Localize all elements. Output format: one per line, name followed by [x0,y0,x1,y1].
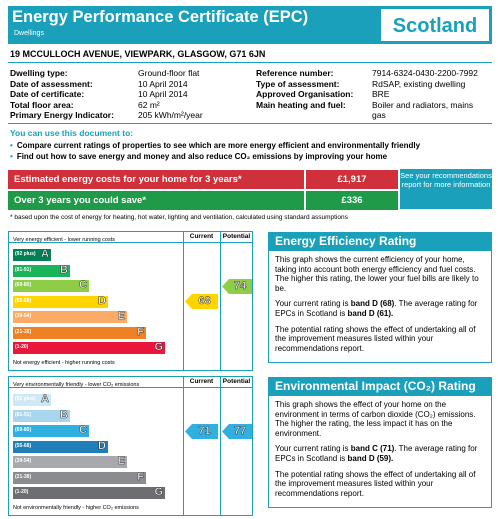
panel-paragraph [275,299,487,318]
band-letter: C [79,424,87,436]
band-range: (81-91) [15,266,32,273]
band-range: (21-38) [15,473,32,480]
detail-label: Dwelling type: [10,68,68,78]
band-range: (39-54) [15,313,32,319]
rating-band-b [13,265,70,277]
panel-body [268,396,492,508]
savings-row [8,191,400,210]
potential-rating-arrow [222,279,252,294]
detail-label: Total floor area: [10,99,74,110]
estimated-cost-row [8,170,400,189]
band-range: (55-68) [15,297,32,304]
text: Your current rating is [275,444,351,454]
detail-value: 205 kWh/m²/year [138,110,203,120]
text: . The average rating for EPCs in Scotland is [275,299,478,318]
savings-value: £336 [306,191,398,210]
panel-paragraph: This graph shows the effect of your home on the environment in terms of carbon dioxide (CO₂) emissions. The higher the rating, the less impact it has on the environment. [275,400,476,438]
region-badge: Scotland [380,8,490,42]
divider [183,232,184,370]
use-heading: You can use this document to: [10,128,134,138]
detail-value: 10 April 2014 [138,78,188,89]
band-letter: A [41,393,49,405]
band-letter: F [137,325,144,338]
panel-paragraph: The potential rating shows the effect of undertaking all of the improvement measures listed within your recommendations report. [275,469,476,498]
rating-band-b [13,410,70,422]
band-range: (81-91) [15,411,32,418]
rating-value: 74 [233,279,247,292]
band-range: (92 plus) [15,396,36,402]
band-letter: B [60,408,68,421]
detail-value: Ground-floor flat [138,68,200,78]
text: band C (71) [350,444,395,454]
estimated-cost-value: £1,917 [306,170,398,189]
band-letter: G [154,341,163,353]
rating-band-g [13,487,165,499]
detail-value: Boiler and radiators, mains [372,99,474,110]
rating-value: 77 [233,424,247,437]
potential-column-header: Potential [222,233,251,240]
energy-efficiency-panel [268,232,492,363]
environmental-impact-panel [268,377,492,508]
panel-paragraph [275,444,487,463]
environmental-impact-chart [8,376,253,516]
text: band D (59). [347,453,394,463]
band-letter: D [98,439,106,452]
band-range: (69-80) [15,282,32,288]
rating-band-c [13,425,89,437]
potential-column-header: Potential [222,378,251,385]
band-letter: E [117,310,125,322]
rating-band-d [13,441,108,453]
band-letter: F [137,470,144,483]
band-range: (1-20) [15,344,29,350]
band-letter: B [60,263,68,276]
band-range: (21-38) [15,328,32,335]
estimated-cost-label: Estimated energy costs for your home for 3 years* [8,170,304,189]
current-rating-arrow [185,424,218,439]
text: band D (61). [347,308,394,318]
detail-label: Reference number: [256,68,334,78]
detail-label: Main heating and fuel: [256,99,346,110]
rating-band-e [13,311,127,323]
band-range: (1-20) [15,489,29,495]
chart-bottom-note: Not energy efficient - higher running costs [13,360,115,366]
bullet-text: Compare current ratings of properties to see which are more energy efficient and environmentally friendly [16,141,421,150]
current-rating-arrow [185,294,218,309]
rating-band-e [13,456,127,468]
recommendations-link[interactable]: See your recommendations report for more information [400,169,492,209]
panel-heading: Environmental Impact (CO₂) Rating [268,377,492,396]
detail-value: 62 m² [138,99,160,110]
savings-label: Over 3 years you could save* [8,191,304,210]
band-letter: E [117,455,125,467]
detail-value: BRE [372,89,390,99]
details-right-values [372,68,478,121]
band-range: (92 plus) [15,251,36,257]
detail-label: Primary Energy Indicator: [10,110,114,120]
bullet-icon: • [10,151,13,161]
text: . The average rating for EPCs in Scotland is [275,444,478,463]
rating-band-g [13,342,165,354]
rating-value: 68 [198,295,211,307]
divider [220,377,221,515]
band-range: (39-54) [15,458,32,464]
panel-paragraph: The potential rating shows the effect of undertaking all of the improvement measures listed within your recommendations report. [275,324,476,353]
band-letter: D [98,294,106,307]
rating-band-a [13,394,51,406]
property-address: 19 MCCULLOCH AVENUE, VIEWPARK, GLASGOW, G71 6JN [10,49,266,59]
rating-band-c [13,280,89,292]
panel-body [268,251,492,363]
text: band D (68) [350,299,395,309]
rating-value: 71 [198,424,211,437]
detail-label: Type of assessment: [256,78,340,89]
page-title: Energy Performance Certificate (EPC) [12,8,309,26]
rating-band-d [13,296,108,308]
detail-value: 7914-6324-0430-2200-7992 [372,68,478,78]
detail-value: RdSAP, existing dwelling [372,78,466,89]
divider [8,123,492,124]
details-left [10,68,114,121]
page-subtitle: Dwellings [14,30,44,37]
details-left-values [138,68,203,121]
panel-heading: Energy Efficiency Rating [268,232,492,251]
detail-label: Date of assessment: [10,78,93,89]
band-scale [13,394,183,504]
energy-efficiency-chart [8,231,253,371]
rating-band-f [13,472,146,484]
divider [183,377,184,515]
detail-label: Approved Organisation: [256,89,354,99]
detail-label: Date of certificate: [10,89,85,99]
epc-header [8,6,492,44]
band-letter: G [154,486,163,498]
bullet-text: Find out how to save energy and money and also reduce CO₂ emissions by improving your home [16,151,388,161]
divider [8,62,492,63]
detail-value: 10 April 2014 [138,89,188,99]
band-letter: C [79,279,87,291]
text: Your current rating is [275,299,351,309]
chart-top-note: Very environmentally friendly - lower CO₂ emissions [13,382,140,388]
list-item [10,141,420,152]
bullet-icon: • [10,141,13,150]
band-scale [13,249,183,359]
rating-band-f [13,327,146,339]
potential-rating-arrow [222,424,252,439]
chart-top-note: Very energy efficient - lower running costs [13,237,116,243]
details-right [256,68,353,110]
current-column-header: Current [189,378,214,385]
cost-footnote: * based upon the cost of energy for heating, hot water, lighting and ventilation, calculated using standard assumptions [10,214,348,221]
band-letter: A [41,248,49,260]
divider [220,232,221,370]
list-item [10,152,420,163]
detail-value: gas [372,110,386,120]
use-bullets [10,141,420,162]
panel-paragraph: This graph shows the current efficiency of your home, taking into account both energy efficiency and fuel costs. The higher this rating, the lower your fuel bills are likely to be. [275,255,479,293]
band-range: (55-68) [15,442,32,449]
rating-band-a [13,249,51,261]
current-column-header: Current [189,233,214,240]
band-range: (69-80) [15,427,32,433]
chart-bottom-note: Not environmentally friendly - higher CO₂ emissions [13,505,139,511]
